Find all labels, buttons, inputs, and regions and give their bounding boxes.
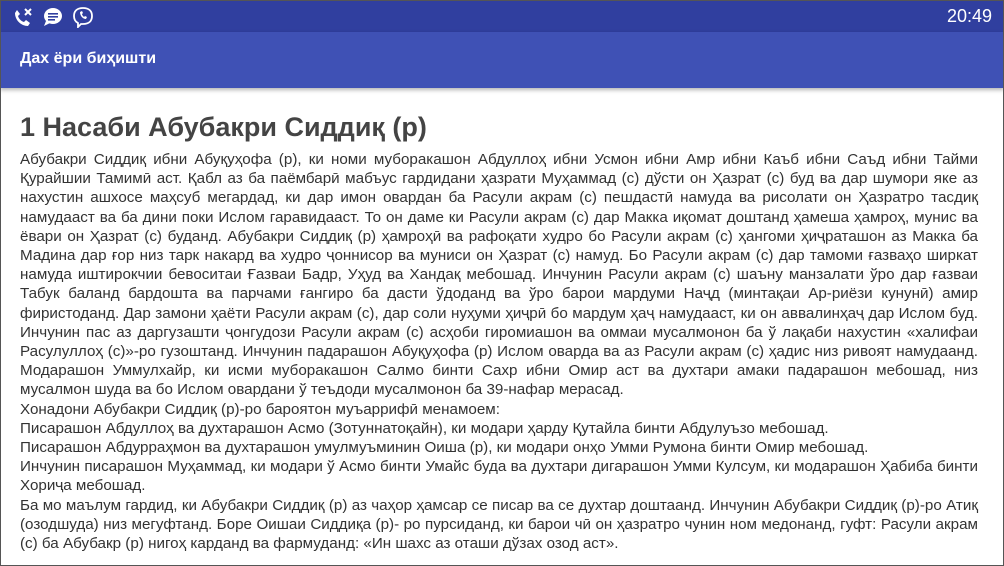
status-clock: 20:49 xyxy=(946,6,992,26)
article xyxy=(20,110,978,553)
message-icon xyxy=(42,7,64,27)
article-scroll-area[interactable] xyxy=(0,88,1004,566)
article-paragraph: Абубакри Сиддиқ ибни Абуқуҳофа (р), ки номи муборакашон Абдуллоҳ ибни Усмон ибни Амр ибни Каъб ибни Саъд ибни Тайми Қурайшии Тамимӣ аст. Қабл аз ба паёмбарӣ мабъус гардидани ҳазрати Муҳаммад (с) дўсти он Ҳазрат (с) буд ва дар шумори яке аз нахустин ашхосе маҳсуб мегардад, ки дар имон овардан ба Расули акрам (с) пешдастӣ намуда ва рисолати он Ҳазратро тасдиқ намудааст ва ба дини поки Ислом гаравидааст. То он даме ки Расули акрам (с) дар Макка иқомат доштанд ҳамеша ҳамроҳ, мунис ва ёвари он Ҳазрат (с) буданд. Абубакри Сиддиқ (р) ҳамроҳӣ ва рафоқати худро бо Расули акрам (с) ҳангоми ҳиҷраташон аз Макка ба Мадина дар ғор низ тарк накард ва худро ҷонниcор ва муниси он Ҳазрат (с) намуд. Бо Расули акрам (с) дар тамоми ғазваҳо ширкат намуда иштирокчии бевоситаи Ғазваи Бадр, Уҳуд ва Хандақ мебошад. Инчунин Расули акрам (с) шаъну манзалати ўро дар ғазваи Табук баланд бардошта ва парчами ғангиро ба дасти ўдоданд ва ўро барои мардуми Наҷд (минтақаи Ар-риёзи кунунӣ) амир фиристоданд. Дар замони ҳаёти Расули акрам (с), дар соли нуҳуми ҳиҷрӣ бо мардум ҳаҷ намудааст, ки он аввалинҳаҷ дар Ислом буд. Инчунин пас аз даргузашти ҷонгудози Расули акрам (с) асҳоби гиромиашон ва оммаи мусалмонон ба ў лақаби нахустин «халифаи Расулуллоҳ (с)»-ро гузоштанд. Инчунин падарашон Абуқуҳофа (р) Ислом оварда ва аз Расули акрам (с) ҳадис низ ривоят намудаанд. Модарашон Уммулхайр, ки исми муборакашон Салмо бинти Сахр ибни Омир аст ва духтари амаки падарашон мебошад, низ мусалмон шуда ва бо Ислом овардани ў теъдоди мусалмонон ба 39-нафар мерасад. xyxy=(20,151,978,399)
notification-icons xyxy=(12,6,94,28)
viber-icon xyxy=(72,6,94,28)
article-paragraph: Писарашон Абдурраҳмон ва духтарашон умулмуъминин Оиша (р), ки модари онҳо Умми Румона бинти Омир мебошад. xyxy=(20,439,869,457)
article-heading: 1 Насаби Абубакри Сиддиқ (р) xyxy=(20,112,427,142)
app-bar xyxy=(0,32,1004,88)
article-paragraph: Хонадони Абубакри Сиддиқ (р)-ро бароятон муъаррифӣ менамоем: xyxy=(20,400,500,418)
missed-call-icon xyxy=(12,7,34,27)
article-paragraph: Писарашон Абдуллоҳ ва духтарашон Асмо (Зотуннатоқайн), ки модари ҳарду Қутайла бинти Абдулуъзо мебошад. xyxy=(20,419,829,437)
article-paragraph: Ба мо маълум гардид, ки Абубакри Сиддиқ (р) аз чаҳор ҳамсар се писар ва се духтар доштаанд. Инчунин Абубакри Сиддиқ (р)-ро Атиқ (озодшуда) низ мегуфтанд. Боре Оишаи Сиддиқа (р)- ро пурсиданд, ки барои чӣ он ҳазратро чунин ном медонанд, гуфт: Расули акрам (с) ба Абубакр (р) нигоҳ карданд ва фармуданд: «Ин шахс аз оташи дўзах озод аст». xyxy=(20,496,978,553)
article-paragraph: Инчунин писарашон Муҳаммад, ки модари ў Асмо бинти Умайс буда ва духтари дигарашон Умми Кулсум, ки модарашон Ҳабиба бинти Хориҷа мебошад. xyxy=(20,458,978,495)
status-bar xyxy=(0,0,1004,32)
app-title: Дах ёри биҳишти xyxy=(20,50,157,67)
